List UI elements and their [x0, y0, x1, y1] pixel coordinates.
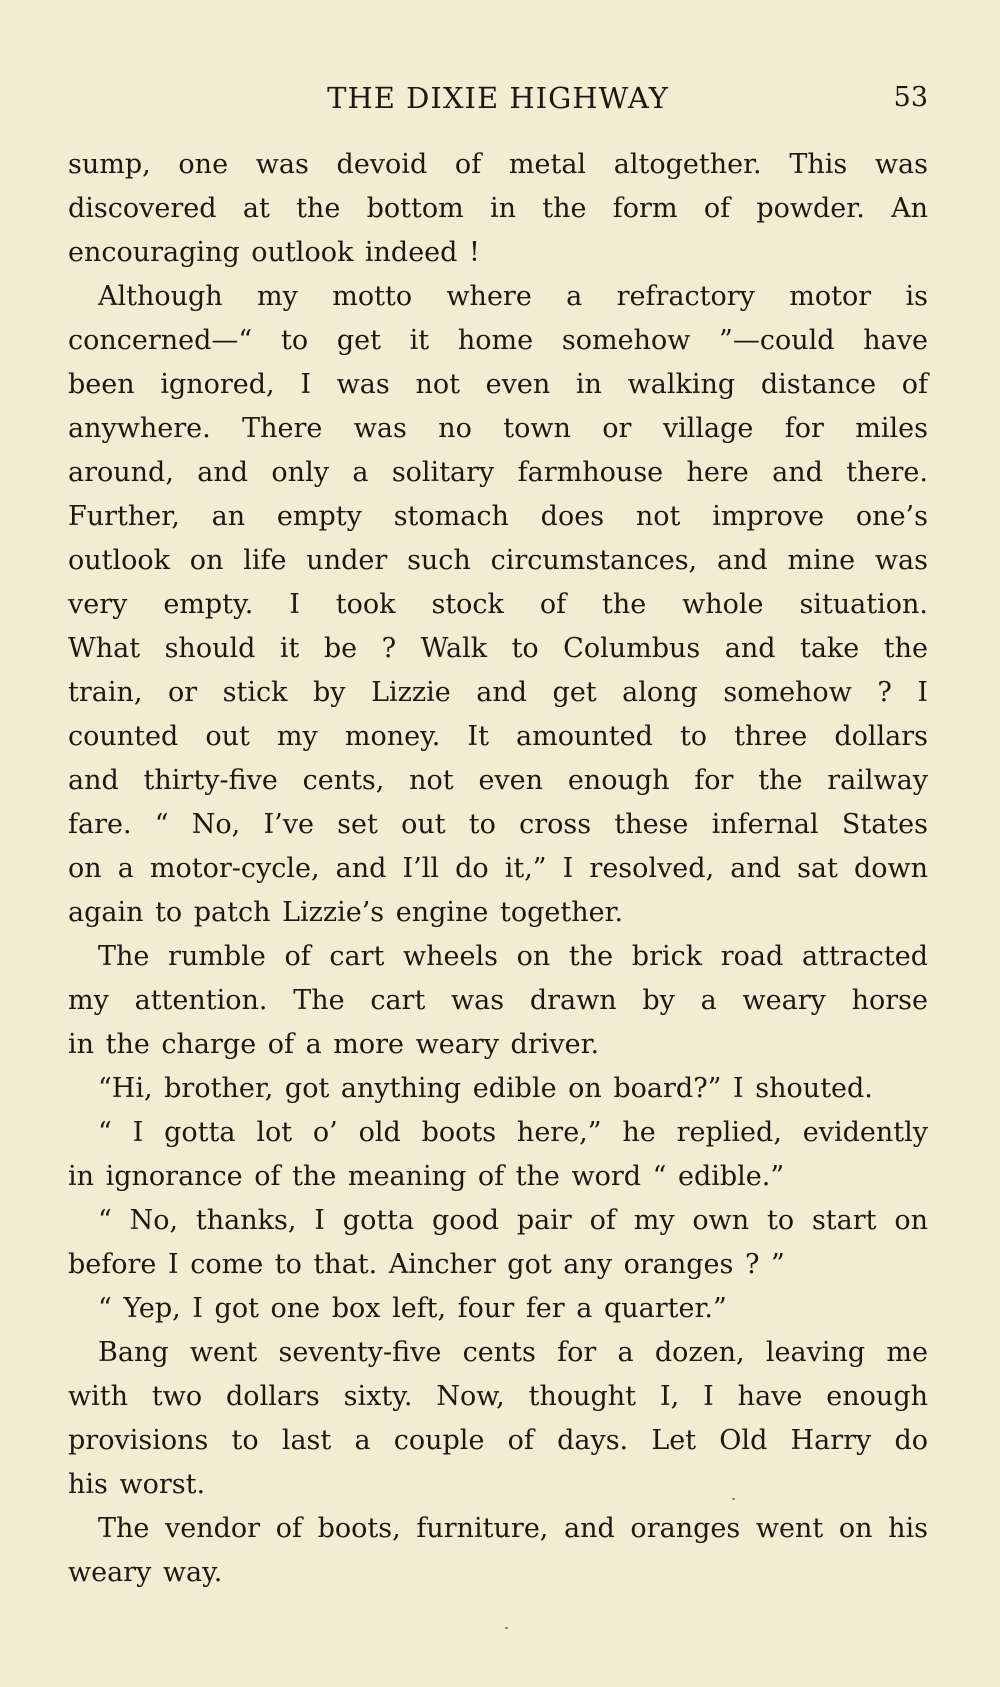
text-line: Bang went seventy-five cents for a dozen, leaving me [98, 1337, 928, 1368]
paragraph [68, 1507, 928, 1595]
text-line: provisions to last a couple of days. Let Old Harry do [68, 1425, 928, 1456]
text-line: discovered at the bottom in the form of powder. An [68, 193, 928, 224]
text-line: “ No, thanks, I gotta good pair of my own to start on [98, 1205, 928, 1236]
running-head: THE DIXIE HIGHWAY [327, 81, 669, 115]
page-number: 53 [893, 82, 928, 113]
paper-speck [732, 1498, 735, 1500]
text-line: in the charge of a more weary driver. [68, 1029, 600, 1060]
text-line: again to patch Lizzie’s engine together. [68, 897, 624, 928]
body-text [68, 143, 928, 1595]
paragraph [68, 275, 928, 935]
text-line: outlook on life under such circumstances, and mine was [68, 545, 928, 576]
paragraph [68, 143, 928, 275]
paragraph [68, 1111, 928, 1199]
text-line: my attention. The cart was drawn by a weary horse [68, 985, 928, 1016]
text-line: on a motor-cycle, and I’ll do it,” I resolved, and sat down [68, 853, 928, 884]
text-line: “ Yep, I got one box left, four fer a quarter.” [98, 1293, 727, 1324]
text-line: in ignorance of the meaning of the word “ edible.” [68, 1161, 785, 1192]
paragraph [68, 1199, 928, 1287]
text-line: with two dollars sixty. Now, thought I, I have enough [68, 1381, 928, 1412]
page-header [68, 78, 928, 118]
text-line: fare. “ No, I’ve set out to cross these infernal States [68, 809, 928, 840]
text-line: concerned—“ to get it home somehow ”—could have [68, 325, 928, 356]
paragraph [68, 1067, 928, 1111]
paragraph [68, 935, 928, 1067]
text-line: Further, an empty stomach does not improve one’s [68, 501, 928, 532]
text-line: his worst. [68, 1469, 206, 1500]
text-line: weary way. [68, 1557, 223, 1588]
text-line: What should it be ? Walk to Columbus and take the [68, 633, 928, 664]
paragraph [68, 1287, 928, 1331]
text-line: around, and only a solitary farmhouse here and there. [68, 457, 928, 488]
text-line: counted out my money. It amounted to three dollars [68, 721, 928, 752]
text-line: before I come to that. Aincher got any oranges ? ” [68, 1249, 785, 1280]
text-line: train, or stick by Lizzie and get along somehow ? I [68, 677, 928, 708]
text-line: “ I gotta lot o’ old boots here,” he replied, evidently [98, 1117, 928, 1148]
text-line: very empty. I took stock of the whole situation. [68, 589, 928, 620]
text-line: Although my motto where a refractory motor is [98, 281, 928, 312]
text-line: anywhere. There was no town or village for miles [68, 413, 928, 444]
text-line: encouraging outlook indeed ! [68, 237, 480, 268]
text-line: The vendor of boots, furniture, and oranges went on his [98, 1513, 928, 1544]
text-line: sump, one was devoid of metal altogether. This was [68, 149, 928, 180]
text-line: The rumble of cart wheels on the brick road attracted [98, 941, 928, 972]
paragraph [68, 1331, 928, 1507]
text-line: and thirty-five cents, not even enough for the railway [68, 765, 928, 796]
text-line: “Hi, brother, got anything edible on board?” I shouted. [98, 1073, 873, 1104]
paper-speck [505, 1627, 508, 1629]
text-line: been ignored, I was not even in walking distance of [68, 369, 928, 400]
